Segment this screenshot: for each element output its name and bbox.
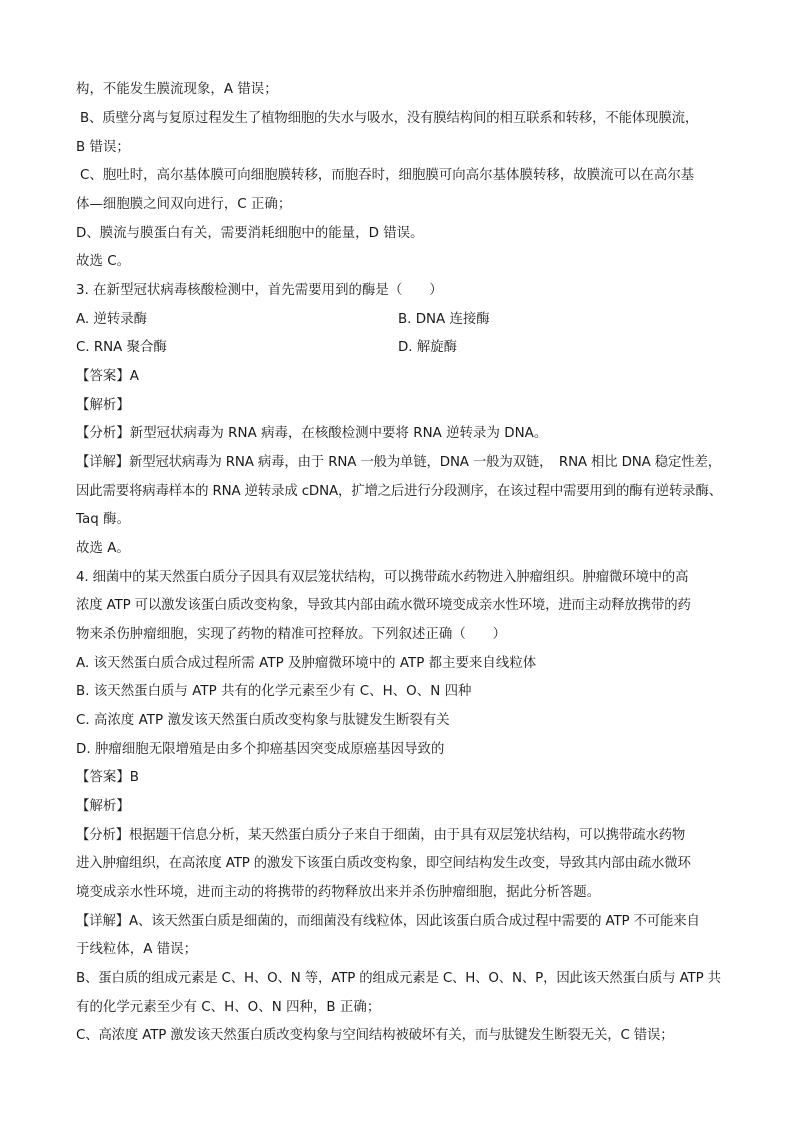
text-line: Taq 酶。 [76, 512, 131, 527]
analysis-heading: 【解析】 [76, 799, 130, 814]
text-line: 进入肿瘤组织，在高浓度 ATP 的激发下该蛋白质改变构象，即空间结构发生改变，导致其内部由疏水微环 [76, 856, 691, 871]
text-line: 故选 C。 [76, 254, 131, 269]
text-line: B、质壁分离与复原过程发生了植物细胞的失水与吸水，没有膜结构间的相互联系和转移，不能体现膜流， [80, 111, 699, 126]
text-line: 构，不能发生膜流现象，A 错误； [76, 82, 278, 97]
q3-option-c: C. RNA 聚合酶 [76, 340, 167, 355]
q4-option-d: D. 肿瘤细胞无限增殖是由多个抑癌基因突变成原癌基因导致的 [76, 742, 445, 757]
text-line: 物来杀伤肿瘤细胞，实现了药物的精准可控释放。下列叙述正确（ ） [76, 627, 507, 642]
answer-line: 【答案】A [76, 369, 139, 384]
text-line: B 错误； [76, 140, 130, 155]
q3-option-d: D. 解旋酶 [398, 340, 457, 355]
text-line: D、膜流与膜蛋白有关，需要消耗细胞中的能量，D 错误。 [76, 226, 424, 241]
text-line: 【详解】A、该天然蛋白质是细菌的，而细菌没有线粒体，因此该蛋白质合成过程中需要的 ATP 不可能来自 [76, 914, 700, 929]
q3-option-a: A. 逆转录酶 [76, 312, 147, 327]
text-line: 有的化学元素至少有 C、H、O、N 四种，B 正确； [76, 1000, 381, 1015]
q4-option-b: B. 该天然蛋白质与 ATP 共有的化学元素至少有 C、H、O、N 四种 [76, 684, 472, 699]
text-line: 因此需要将病毒样本的 RNA 逆转录成 cDNA，扩增之后进行分段测序，在该过程中需要用到的酶有逆转录酶、 [76, 484, 722, 499]
text-line: C、高浓度 ATP 激发该天然蛋白质改变构象与空间结构被破坏有关，而与肽键发生断裂无关，C 错误； [76, 1028, 674, 1043]
text-line: 故选 A。 [76, 541, 130, 556]
text-line: 于线粒体，A 错误； [76, 942, 198, 957]
text-line: 【分析】根据题干信息分析，某天然蛋白质分子来自于细菌，由于具有双层笼状结构，可以携带疏水药物 [76, 828, 686, 843]
answer-line: 【答案】B [76, 770, 139, 785]
text-line: 体—细胞膜之间双向进行，C 正确； [76, 197, 292, 212]
question-4: 4. 细菌中的某天然蛋白质分子因具有双层笼状结构，可以携带疏水药物进入肿瘤组织。肿瘤微环境中的高 [76, 570, 689, 585]
text-line: 浓度 ATP 可以激发该蛋白质改变构象，导致其内部由疏水微环境变成亲水性环境，进而主动释放携带的药 [76, 598, 691, 613]
text-line: 【分析】新型冠状病毒为 RNA 病毒，在核酸检测中要将 RNA 逆转录为 DNA。 [76, 426, 548, 441]
q3-option-b: B. DNA 连接酶 [398, 312, 490, 327]
analysis-heading: 【解析】 [76, 398, 130, 413]
q4-option-a: A. 该天然蛋白质合成过程所需 ATP 及肿瘤微环境中的 ATP 都主要来自线粒体 [76, 656, 537, 671]
text-line: C、胞吐时，高尔基体膜可向细胞膜转移，而胞吞时，细胞膜可向高尔基体膜转移，故膜流可以在高尔基 [80, 168, 695, 183]
text-line: B、蛋白质的组成元素是 C、H、O、N 等，ATP 的组成元素是 C、H、O、N、P，因此该天然蛋白质与 ATP 共 [76, 971, 721, 986]
question-3: 3. 在新型冠状病毒核酸检测中，首先需要用到的酶是（ ） [76, 283, 443, 298]
text-line: 【详解】新型冠状病毒为 RNA 病毒，由于 RNA 一般为单链，DNA 一般为双链， RNA 相比 DNA 稳定性差， [76, 455, 721, 470]
text-line: 境变成亲水性环境，进而主动的将携带的药物释放出来并杀伤肿瘤细胞，据此分析答题。 [76, 885, 601, 900]
q4-option-c: C. 高浓度 ATP 激发该天然蛋白质改变构象与肽键发生断裂有关 [76, 713, 450, 728]
